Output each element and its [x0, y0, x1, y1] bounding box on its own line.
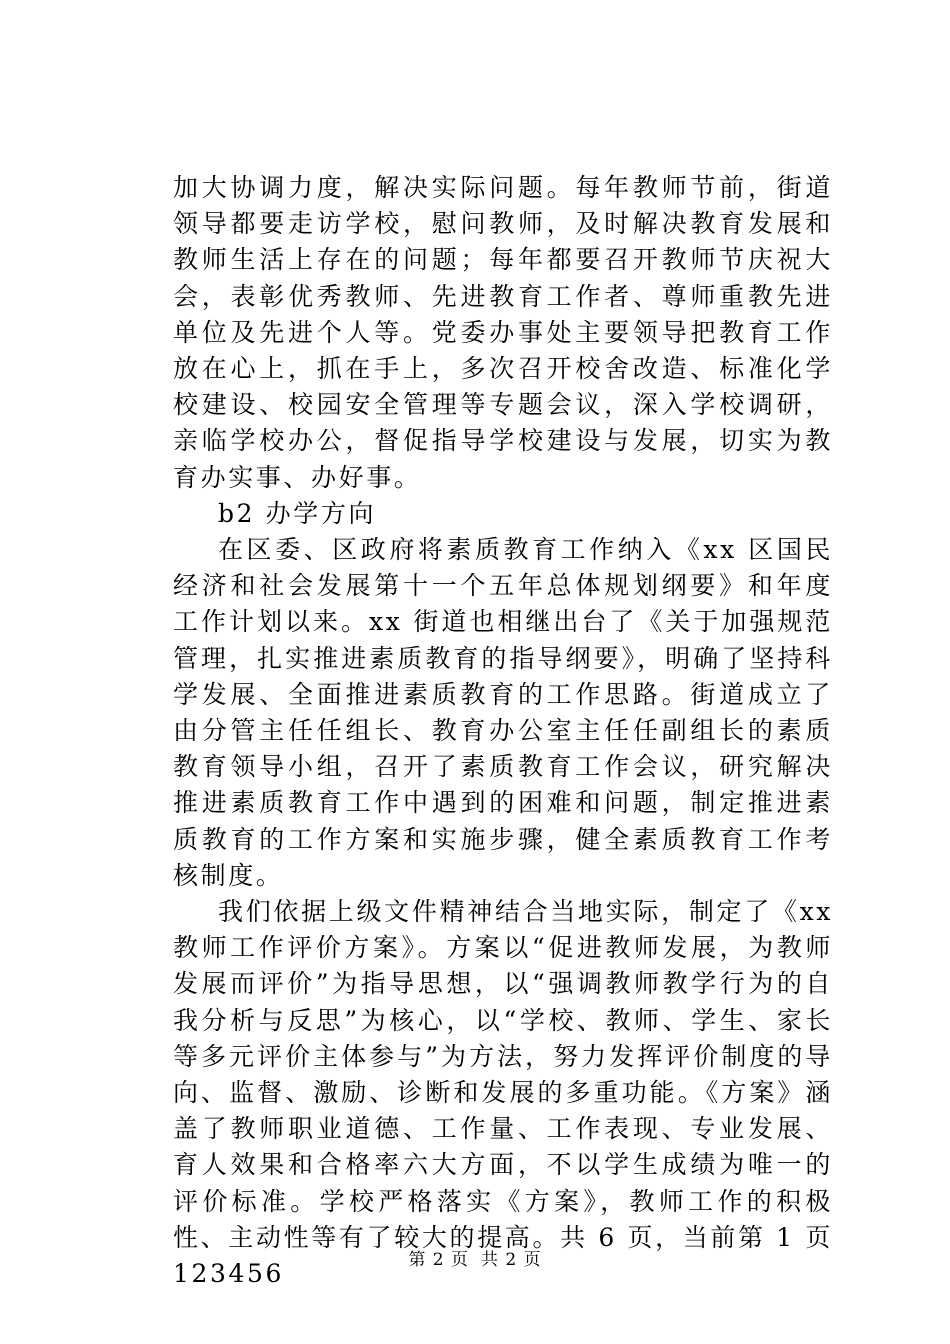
- section-heading-school-direction: b2 办学方向: [218, 498, 377, 528]
- paragraph-teacher-evaluation: 我们依据上级文件精神结合当地实际，制定了《xx 教师工作评价方案》。方案以“促进教师发展，为教师发展而评价”为指导思想，以“强调教师教学行为的自我分析与反思”为核心，以“学校、教师、学生、家长等多元评价主体参与”为方法，努力发挥评价制度的导向、监督、激励、诊断和发展的多重功能。《方案》涵盖了教师职业道德、工作量、工作表现、专业发展、育人效果和合格率六大方面，不以学生成绩为唯一的评价标准。学校严格落实《方案》，教师工作的积极性、主动性等有了较大的提高。共 6 页，当前第 1 页 123456: [173, 897, 833, 1289]
- document-body: [173, 170, 833, 1292]
- page-footer: [0, 1245, 950, 1270]
- paragraph-leadership: 加大协调力度，解决实际问题。每年教师节前，街道领导都要走访学校，慰问教师，及时解决教育发展和教师生活上存在的问题；每年都要召开教师节庆祝大会，表彰优秀教师、先进教育工作者、尊师重教先进单位及先进个人等。党委办事处主要领导把教育工作放在心上，抓在手上，多次召开校舍改造、标准化学校建设、校园安全管理等专题会议，深入学校调研，亲临学校办公，督促指导学校建设与发展，切实为教育办实事、办好事。: [173, 173, 833, 492]
- page-total: 共 2 页: [481, 1250, 542, 1270]
- paragraph-quality-education: 在区委、区政府将素质教育工作纳入《xx 区国民经济和社会发展第十一个五年总体规划纲要》和年度工作计划以来。xx 街道也相继出台了《关于加强规范管理，扎实推进素质教育的指导纲要》，明确了坚持科学发展、全面推进素质教育的工作思路。街道成立了由分管主任任组长、教育办公室主任任副组长的素质教育领导小组，召开了素质教育工作会议，研究解决推进素质教育工作中遇到的困难和问题，制定推进素质教育的工作方案和实施步骤，健全素质教育工作考核制度。: [173, 535, 833, 890]
- page-number: 第 2 页: [408, 1250, 469, 1270]
